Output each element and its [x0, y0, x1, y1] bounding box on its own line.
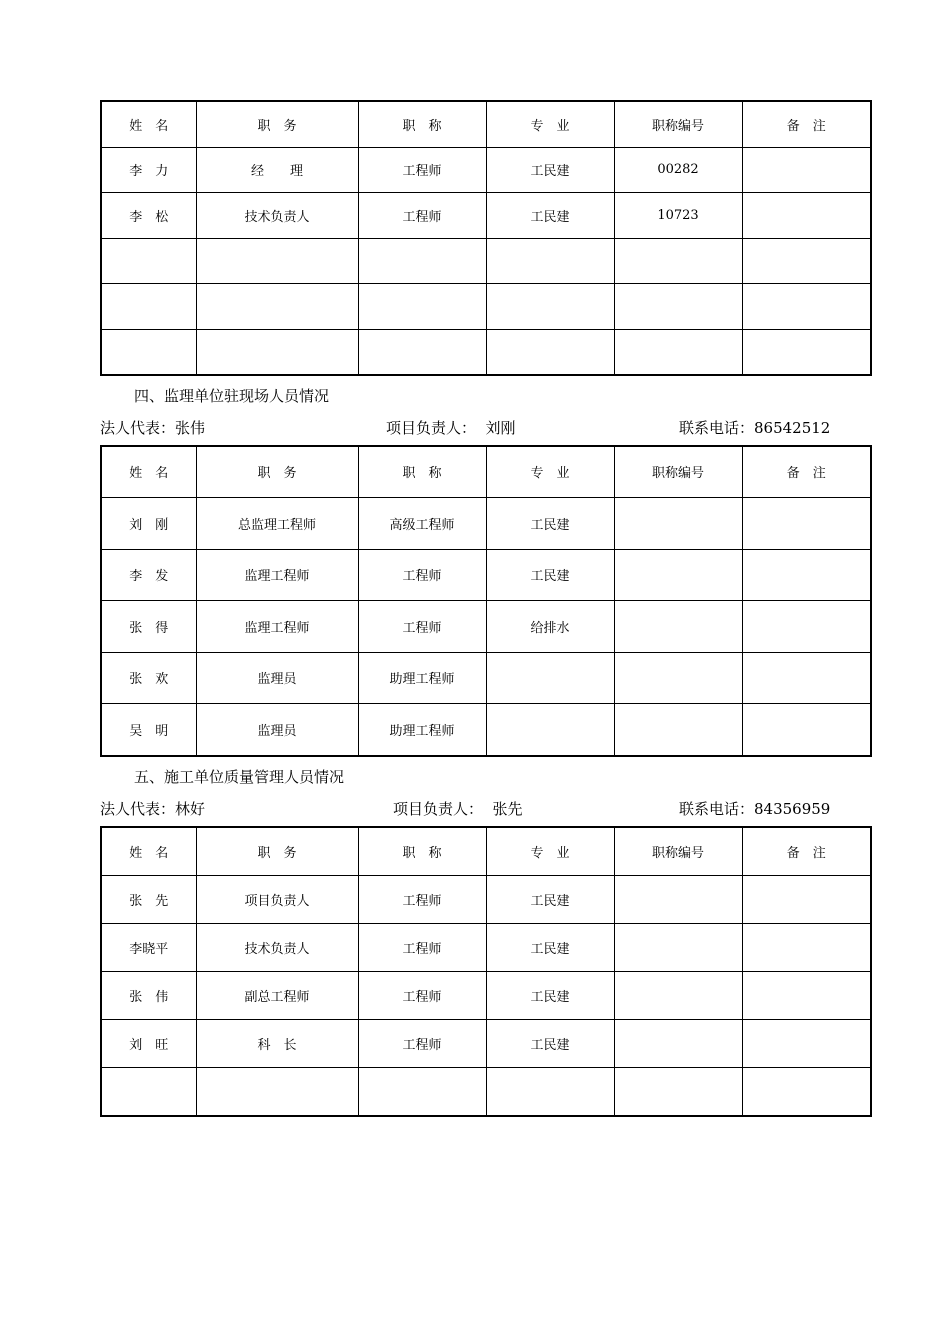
cell-cert-number [614, 497, 742, 549]
cell-cert-number: 00282 [614, 147, 742, 192]
table-row [101, 192, 871, 238]
cell-name: 李晓平 [101, 923, 196, 971]
cell-position: 监理员 [196, 703, 358, 756]
table-row [101, 703, 871, 756]
cell-remarks [742, 875, 871, 923]
cell-position [196, 329, 358, 375]
header-title: 职 称 [358, 101, 486, 147]
cell-remarks [742, 703, 871, 756]
cell-position: 经 理 [196, 147, 358, 192]
header-remarks: 备 注 [742, 827, 871, 875]
header-specialty: 专 业 [486, 101, 614, 147]
cell-title: 工程师 [358, 971, 486, 1019]
cell-name: 李 发 [101, 549, 196, 600]
header-specialty: 专 业 [486, 446, 614, 497]
cell-cert-number [614, 875, 742, 923]
cell-cert-number [614, 238, 742, 283]
cell-remarks [742, 1019, 871, 1067]
cell-remarks [742, 238, 871, 283]
cell-cert-number [614, 1019, 742, 1067]
cell-name: 吴 明 [101, 703, 196, 756]
cell-position: 技术负责人 [196, 192, 358, 238]
cell-name: 刘 刚 [101, 497, 196, 549]
cell-specialty: 工民建 [486, 923, 614, 971]
cell-specialty: 工民建 [486, 192, 614, 238]
cell-title [358, 1067, 486, 1116]
header-name: 姓 名 [101, 827, 196, 875]
table-row [101, 497, 871, 549]
table-header-row [101, 101, 871, 147]
cell-title: 工程师 [358, 192, 486, 238]
cell-cert-number [614, 652, 742, 703]
cell-title: 高级工程师 [358, 497, 486, 549]
section-4-phone: 联系电话：86542512 [679, 419, 831, 437]
cell-remarks [742, 192, 871, 238]
header-title: 职 称 [358, 446, 486, 497]
cell-title [358, 283, 486, 329]
cell-cert-number: 10723 [614, 192, 742, 238]
table-row [101, 971, 871, 1019]
header-name: 姓 名 [101, 446, 196, 497]
table-row [101, 600, 871, 652]
cell-specialty: 工民建 [486, 1019, 614, 1067]
section-5-title: 五、施工单位质量管理人员情况 [134, 768, 345, 786]
cell-title [358, 238, 486, 283]
cell-remarks [742, 497, 871, 549]
cell-position: 项目负责人 [196, 875, 358, 923]
staff-table-1 [100, 100, 872, 376]
header-remarks: 备 注 [742, 446, 871, 497]
cell-title: 工程师 [358, 549, 486, 600]
section-5-legal-rep: 法人代表：林好 [100, 800, 206, 818]
header-position: 职 务 [196, 446, 358, 497]
cell-remarks [742, 600, 871, 652]
header-position: 职 务 [196, 827, 358, 875]
supervision-staff-table [100, 445, 872, 757]
cell-remarks [742, 923, 871, 971]
section-4-legal-rep: 法人代表：张伟 [100, 419, 206, 437]
cell-specialty [486, 238, 614, 283]
cell-name: 张 得 [101, 600, 196, 652]
cell-title: 助理工程师 [358, 652, 486, 703]
cell-position: 总监理工程师 [196, 497, 358, 549]
cell-name: 李 松 [101, 192, 196, 238]
cell-specialty: 给排水 [486, 600, 614, 652]
cell-name: 张 伟 [101, 971, 196, 1019]
cell-title: 助理工程师 [358, 703, 486, 756]
cell-title [358, 329, 486, 375]
cell-position [196, 283, 358, 329]
cell-specialty [486, 1067, 614, 1116]
cell-cert-number [614, 549, 742, 600]
cell-specialty: 工民建 [486, 549, 614, 600]
cell-specialty: 工民建 [486, 147, 614, 192]
cell-title: 工程师 [358, 875, 486, 923]
table-row [101, 283, 871, 329]
table-header-row [101, 446, 871, 497]
cell-remarks [742, 549, 871, 600]
table-row [101, 329, 871, 375]
table-row [101, 652, 871, 703]
header-title: 职 称 [358, 827, 486, 875]
construction-quality-staff-table [100, 826, 872, 1117]
header-position: 职 务 [196, 101, 358, 147]
cell-name [101, 283, 196, 329]
cell-cert-number [614, 971, 742, 1019]
cell-specialty [486, 283, 614, 329]
header-remarks: 备 注 [742, 101, 871, 147]
table-row [101, 549, 871, 600]
cell-name: 张 欢 [101, 652, 196, 703]
table-row [101, 923, 871, 971]
cell-remarks [742, 283, 871, 329]
cell-cert-number [614, 703, 742, 756]
cell-cert-number [614, 1067, 742, 1116]
table-row [101, 147, 871, 192]
cell-remarks [742, 1067, 871, 1116]
table-row [101, 875, 871, 923]
cell-title: 工程师 [358, 147, 486, 192]
section-4-project-lead: 项目负责人： 刘刚 [386, 419, 516, 437]
cell-position: 监理工程师 [196, 600, 358, 652]
section-4-title: 四、监理单位驻现场人员情况 [134, 387, 330, 405]
cell-cert-number [614, 329, 742, 375]
cell-position: 监理员 [196, 652, 358, 703]
cell-name [101, 329, 196, 375]
cell-position: 副总工程师 [196, 971, 358, 1019]
cell-position [196, 238, 358, 283]
cell-position [196, 1067, 358, 1116]
cell-specialty [486, 703, 614, 756]
header-cert-number: 职称编号 [614, 101, 742, 147]
cell-position: 技术负责人 [196, 923, 358, 971]
cell-remarks [742, 652, 871, 703]
cell-name: 李 力 [101, 147, 196, 192]
cell-name [101, 1067, 196, 1116]
cell-cert-number [614, 600, 742, 652]
table-header-row [101, 827, 871, 875]
table-row [101, 1019, 871, 1067]
header-cert-number: 职称编号 [614, 827, 742, 875]
header-specialty: 专 业 [486, 827, 614, 875]
cell-name: 刘 旺 [101, 1019, 196, 1067]
table-row [101, 1067, 871, 1116]
cell-remarks [742, 971, 871, 1019]
cell-cert-number [614, 923, 742, 971]
cell-specialty: 工民建 [486, 971, 614, 1019]
section-5-phone: 联系电话：84356959 [679, 800, 831, 818]
cell-name: 张 先 [101, 875, 196, 923]
cell-name [101, 238, 196, 283]
cell-specialty [486, 652, 614, 703]
cell-cert-number [614, 283, 742, 329]
header-name: 姓 名 [101, 101, 196, 147]
cell-position: 监理工程师 [196, 549, 358, 600]
table-row [101, 238, 871, 283]
header-cert-number: 职称编号 [614, 446, 742, 497]
cell-position: 科 长 [196, 1019, 358, 1067]
section-5-project-lead: 项目负责人： 张先 [393, 800, 523, 818]
cell-title: 工程师 [358, 600, 486, 652]
cell-specialty: 工民建 [486, 497, 614, 549]
cell-title: 工程师 [358, 923, 486, 971]
cell-title: 工程师 [358, 1019, 486, 1067]
cell-specialty: 工民建 [486, 875, 614, 923]
cell-remarks [742, 147, 871, 192]
cell-remarks [742, 329, 871, 375]
cell-specialty [486, 329, 614, 375]
